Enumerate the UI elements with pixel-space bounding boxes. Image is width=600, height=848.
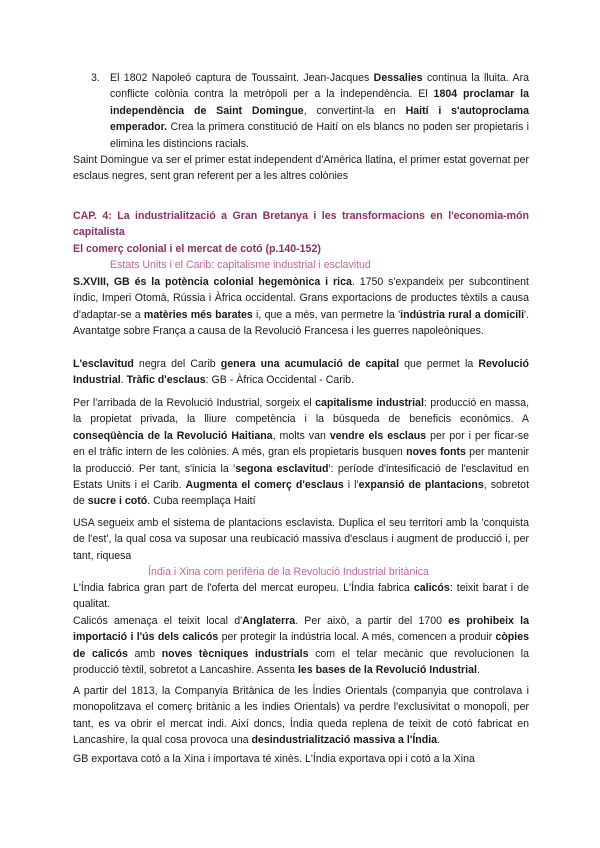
text-run: Per l'arribada de la Revolució Industrial, sorgeix el: [73, 397, 316, 409]
paragraph: [73, 683, 529, 749]
text-run: .: [120, 374, 127, 387]
text-run: El 1802 Napoleó captura de Toussaint. Jean-Jacques: [110, 72, 374, 84]
bold-run: desindustrialització massiva a l'Índia: [251, 734, 438, 747]
text-run: com el telar mecànic que revolucionen la producció tèxtil, sobretot a Lancashire. Assenta: [73, 647, 529, 677]
text-run: L'Índia fabrica gran part de l'oferta del mercat europeu. L'Índia fabrica: [73, 582, 414, 594]
text-run: : GB - Àfrica Occidental - Carib.: [205, 374, 355, 387]
paragraph-saint-domingue: Saint Domingue va ser el primer estat independent d'Amèrica llatina, el primer estat governat per esclaus negres, sent gran referent per a les altres colònies: [73, 154, 529, 183]
text-run: amb: [127, 647, 162, 660]
bold-run: es prohibeix la importació i l'ús dels calicós: [73, 615, 529, 644]
subsection-heading: Estats Units i el Carib: capitalisme industrial i esclavitud: [110, 259, 371, 271]
paragraph: [73, 356, 529, 389]
paragraph: [73, 613, 529, 679]
section-heading: El comerç colonial i el mercat de cotó (p.140-152): [73, 243, 321, 255]
paragraph: GB exportava cotó a la Xina i importava té xinès. L'Índia exportava opi i cotó a la Xina: [73, 753, 475, 765]
bold-run: calicós: [413, 582, 450, 594]
subsection-heading: Índia i Xina com perifèria de la Revolució Industrial britànica: [148, 566, 429, 578]
bold-run: noves tècniques industrials: [161, 647, 309, 660]
bold-run: vendre els esclaus: [329, 429, 427, 442]
bold-run: Anglaterra: [242, 615, 296, 627]
bold-run: 1804 proclamar la independència de Saint Domingue: [110, 88, 529, 117]
text-run: . 1750 s'expandeix per subcontinent índic, Imperi Otomà, Rússia i Àfrica occidental. Grans exportacions de productes tèxtils a causa d'adaptar-se a: [73, 276, 529, 321]
text-run: , sobretot de: [73, 479, 530, 508]
text-run: Calicós amenaça el teixit local d': [73, 615, 243, 627]
bold-run: expansió de plantacions: [358, 479, 484, 492]
bold-run: Augmenta el comerç d'esclaus: [185, 479, 344, 492]
text-run: negra del Carib: [133, 358, 221, 370]
text-run: que permet la: [399, 358, 479, 370]
bold-run: indústria rural a domicili: [400, 308, 525, 321]
text-run: .: [437, 734, 441, 747]
bold-run: sucre i cotó: [87, 495, 148, 508]
text-run: per protegir la indústria local. A més, comencen a produir: [218, 631, 496, 644]
text-run: , molts van: [272, 429, 330, 442]
list-item-3: [91, 70, 529, 152]
bold-run: L'esclavitud: [73, 358, 134, 370]
text-run: '. Avantatge sobre França a causa de la Revolució Francesa i les guerres napoleòniques.: [73, 308, 530, 338]
text-run: : teixit barat i de qualitat.: [73, 582, 529, 611]
text-run: , convertint-la en: [303, 104, 406, 117]
text-run: ': període d'intesificació de l'esclavitud en Estats Units i el Carib.: [73, 462, 529, 492]
text-run: i l': [343, 479, 359, 492]
bold-run: les bases de la Revolució Industrial: [297, 664, 477, 677]
bold-run: matèries més barates: [143, 308, 253, 321]
text-run: A partir del 1813, la Companyia Britànica de les Índies Orientals (companyia que controlava i monopolitzava el comerç britànic a les índies Orientals) va perdre l'exclusivitat o monopoli, per tant, es va obrir el mercat indi. Així doncs, Índia queda replena de teixit de cotó fabricat en Lancashire, la qual cosa provoca una: [73, 685, 529, 747]
bold-run: segona esclavitud: [235, 462, 329, 475]
paragraph: [73, 274, 529, 340]
text-run: . Per això, a partir del 1700: [295, 615, 449, 627]
bold-run: capitalisme industrial: [315, 397, 424, 409]
text-run: .: [476, 664, 480, 677]
text-run: per por i per ficar-se en el tràfic intern de les colònies. A més, gran els propietaris busquen: [73, 429, 529, 459]
text-run: : producció en massa, la propietat privada, la lliure competència i la búsqueda de beneficis econòmics. A: [73, 397, 530, 426]
bold-run: Haití i s'autoproclama emperador.: [110, 104, 529, 134]
text-run: i, que a més, van permetre la ': [252, 308, 401, 321]
bold-run: Revolució Industrial: [73, 358, 529, 387]
text-run: continua la lluita. Ara conflicte colònia contra la metròpoli per a la independència. El: [110, 72, 529, 101]
bold-run: S.XVIII, GB és la potència colonial hegemònica i rica: [73, 276, 352, 288]
paragraph: [73, 395, 529, 510]
text-run: . Cuba reemplaça Haití: [147, 495, 256, 508]
bold-run: còpies de calicós: [73, 631, 529, 660]
chapter-heading: CAP. 4: La industrialització a Gran Bretanya i les transformacions en l'economia-món capitalista: [73, 210, 529, 239]
bold-run: noves fonts: [406, 446, 466, 459]
text-run: per mantenir la producció. Per tant, s'inicia la ': [73, 446, 529, 475]
paragraph: USA segueix amb el sistema de plantacions esclavista. Duplica el seu territori amb la 'conquista de l'est', la qual cosa va suposar una reubicació massiva d'esclaus i augment de producció i, per tant, riquesa: [73, 517, 529, 562]
paragraph: [73, 580, 529, 613]
bold-run: genera una acumulació de capital: [220, 358, 400, 370]
list-item-number: 3.: [91, 72, 100, 84]
bold-run: Tràfic d'esclaus: [126, 374, 206, 387]
bold-run: conseqüència de la Revolució Haitiana: [73, 429, 273, 442]
text-run: Crea la primera constitució de Haití on els blancs no poden ser propietaris i elimina les distincions racials.: [110, 121, 529, 150]
bold-run: Dessalies: [373, 72, 423, 84]
